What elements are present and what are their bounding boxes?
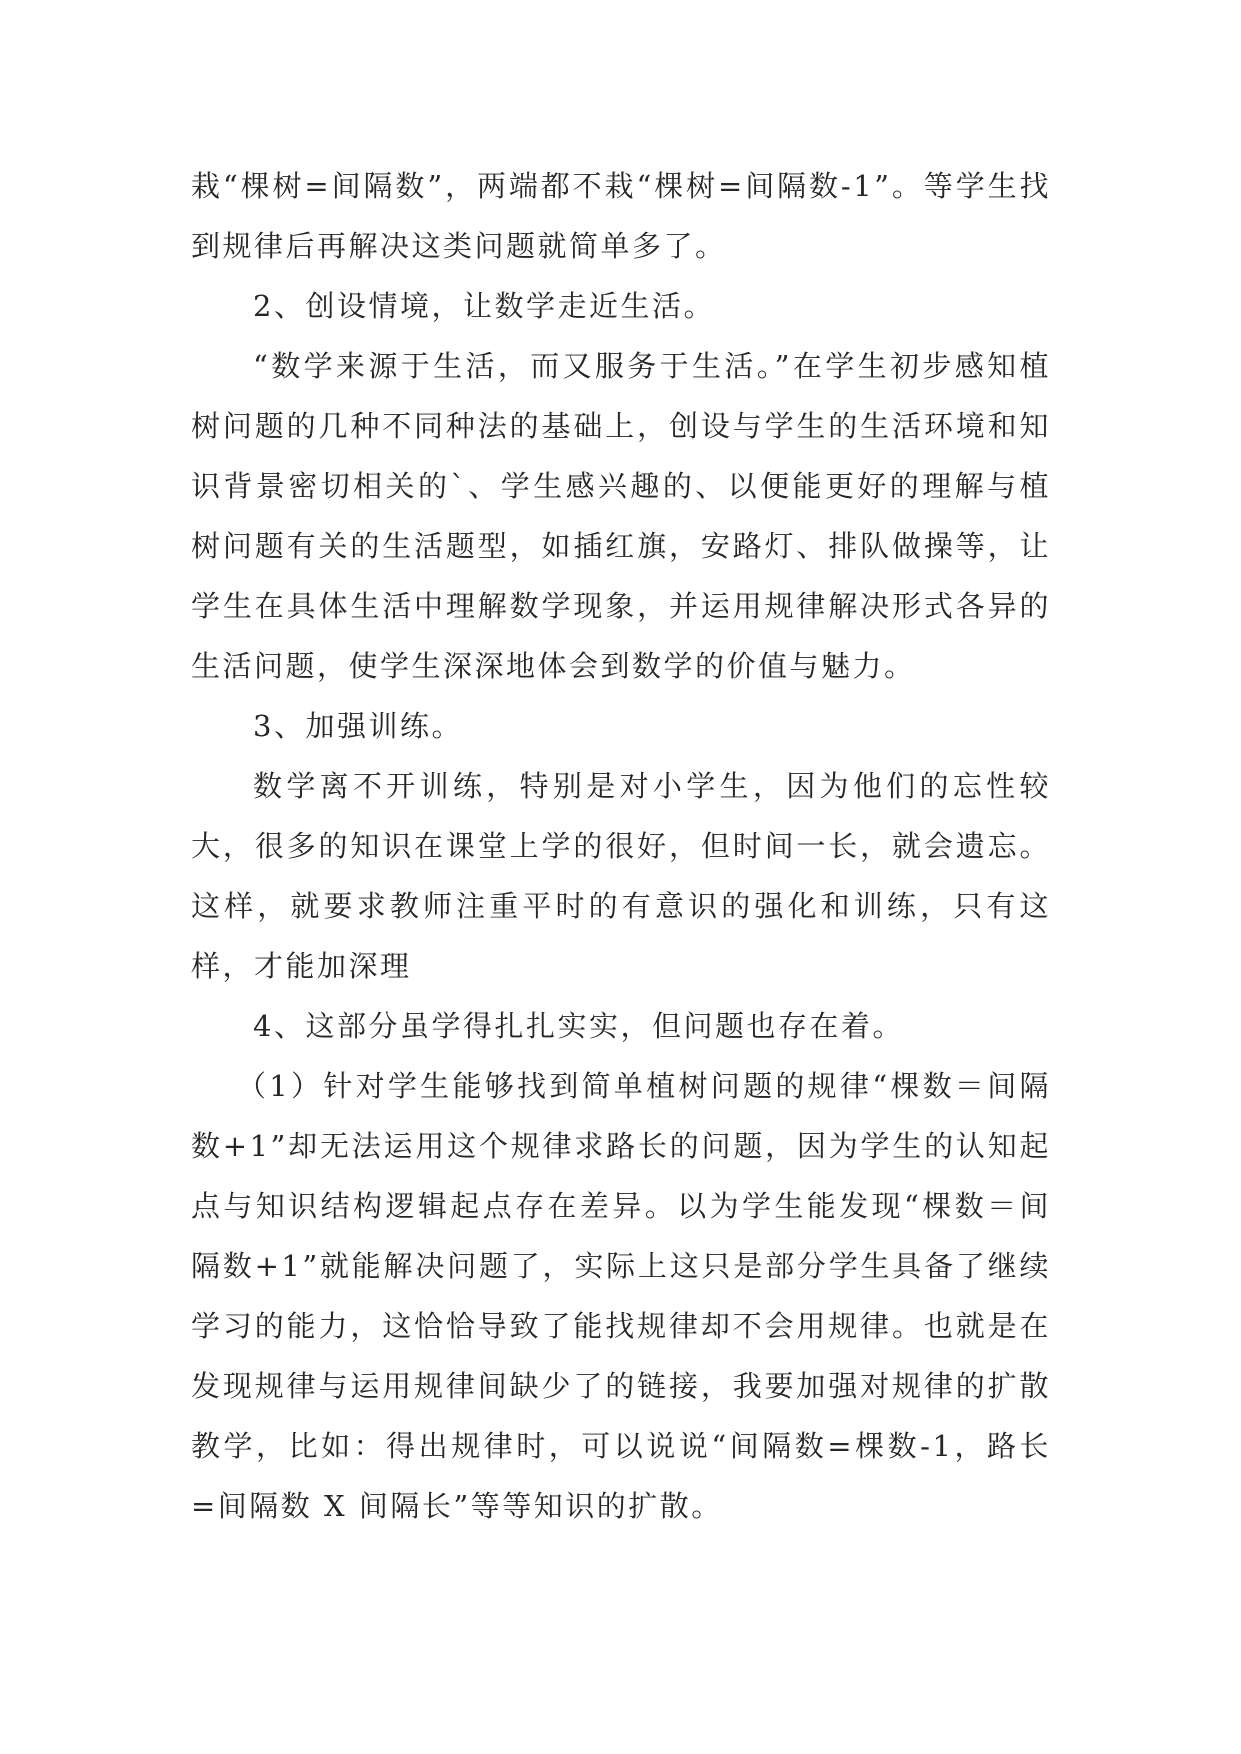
paragraph-problem-1: （1）针对学生能够找到简单植树问题的规律“棵数＝间隔数+1”却无法运用这个规律求路长的问题，因为学生的认知起点与知识结构逻辑起点存在差异。以为学生能发现“棵数＝间隔数+1”就能解决问题了，实际上这只是部分学生具备了继续学习的能力，这恰恰导致了能找规律却不会用规律。也就是在发现规律与运用规律间缺少了的链接，我要加强对规律的扩散教学，比如：得出规律时，可以说说“间隔数=棵数-1，路长=间隔数 X 间隔长”等等知识的扩散。 <box>191 1069 1051 1523</box>
section-heading-4: 4、这部分虽学得扎扎实实，但问题也存在着。 <box>253 1009 904 1043</box>
paragraph-training: 数学离不开训练，特别是对小学生，因为他们的忘性较大，很多的知识在课堂上学的很好，但时间一长，就会遗忘。这样，就要求教师注重平时的有意识的强化和训练，只有这样，才能加深理 <box>191 769 1051 983</box>
paragraph-life-context: “数学来源于生活，而又服务于生活。”在学生初步感知植树问题的几种不同种法的基础上，创设与学生的生活环境和知识背景密切相关的`、学生感兴趣的、以便能更好的理解与植树问题有关的生活题型，如插红旗，安路灯、排队做操等，让学生在具体生活中理解数学现象，并运用规律解决形式各异的生活问题，使学生深深地体会到数学的价值与魅力。 <box>191 349 1051 683</box>
section-heading-3: 3、加强训练。 <box>253 709 463 743</box>
paragraph-continuation: 栽“棵树=间隔数”，两端都不栽“棵树=间隔数-1”。等学生找到规律后再解决这类问题就简单多了。 <box>191 169 1051 263</box>
document-body <box>191 156 1051 1536</box>
section-heading-2: 2、创设情境，让数学走近生活。 <box>253 289 715 323</box>
